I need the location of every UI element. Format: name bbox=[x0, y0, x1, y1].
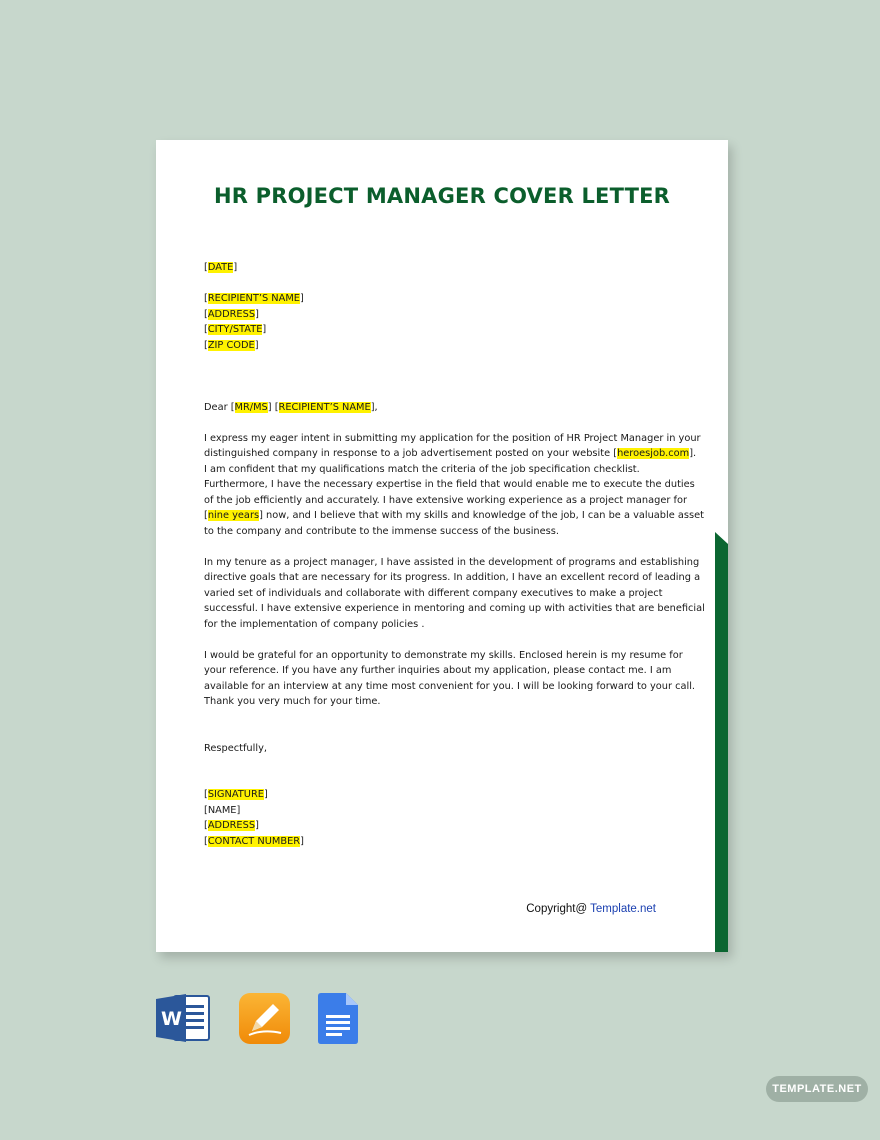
p1-line-7: to the company and contribute to the immense success of the business. bbox=[204, 525, 559, 537]
page-title: HR PROJECT MANAGER COVER LETTER bbox=[213, 184, 671, 208]
p1-line-3: I am confident that my qualifications match the criteria of the job specification checklist. bbox=[204, 463, 640, 475]
date-line: [DATE] bbox=[204, 262, 238, 273]
signoff-name-line: [NAME] bbox=[204, 804, 241, 816]
salutation-name-placeholder: RECIPIENT’S NAME bbox=[278, 401, 371, 413]
letter-page bbox=[156, 140, 728, 952]
paragraph-1 bbox=[204, 431, 704, 540]
closing: Respectfully, bbox=[204, 742, 267, 754]
signoff-address-placeholder: ADDRESS bbox=[207, 820, 256, 831]
salutation-comma: , bbox=[374, 401, 378, 413]
accent-bar bbox=[715, 532, 728, 952]
signoff-name-placeholder: NAME bbox=[207, 804, 237, 816]
p1-line-2-end: . bbox=[693, 448, 697, 459]
copyright-label: Copyright@ bbox=[526, 903, 591, 915]
word-icon[interactable] bbox=[156, 993, 210, 1043]
p3-line-2: your reference. If you have any further inquiries about my application, please contact me. I am bbox=[204, 665, 672, 676]
recipient-address-line: [ADDRESS] bbox=[204, 308, 259, 320]
date-placeholder: DATE bbox=[207, 262, 234, 273]
svg-text:W: W bbox=[161, 1008, 182, 1030]
p2-line-5: for the implementation of company policies . bbox=[204, 618, 425, 630]
p1-line-2: distinguished company in response to a job advertisement posted on your website [heroesjob.com]. bbox=[204, 448, 697, 459]
google-docs-icon[interactable] bbox=[318, 993, 358, 1044]
letter-body bbox=[204, 260, 705, 849]
paragraph-2 bbox=[204, 555, 705, 633]
signoff-address-line: [ADDRESS] bbox=[204, 820, 259, 831]
salutation: Dear [MR/MS] [RECIPIENT’S NAME], bbox=[204, 401, 378, 413]
p2-line-2: directive goals that are necessary for its progress. In addition, I have an excellent record of leading a bbox=[204, 572, 701, 583]
pages-icon[interactable] bbox=[239, 993, 290, 1044]
signature-line: [SIGNATURE] bbox=[204, 789, 268, 800]
p1-line-4: Furthermore, I have the necessary expertise in the field that would enable me to execute the duties bbox=[204, 479, 695, 490]
years-placeholder: nine years bbox=[207, 510, 260, 521]
p1-line-1: I express my eager intent in submitting my application for the position of HR Project Manager in your bbox=[204, 432, 701, 444]
recipient-city-line: [CITY/STATE] bbox=[204, 324, 267, 335]
copyright bbox=[526, 903, 656, 915]
recipient-address-placeholder: ADDRESS bbox=[207, 308, 256, 320]
p3-line-1: I would be grateful for an opportunity to demonstrate my skills. Enclosed herein is my resume for bbox=[204, 649, 683, 661]
recipient-city-placeholder: CITY/STATE bbox=[207, 324, 263, 335]
recipient-zip-placeholder: ZIP CODE bbox=[207, 339, 255, 351]
p3-line-4: Thank you very much for your time. bbox=[204, 696, 381, 707]
signoff-contact-line: [CONTACT NUMBER] bbox=[204, 835, 304, 847]
salutation-title-placeholder: MR/MS bbox=[234, 401, 268, 413]
p2-line-4: successful. I have extensive experience in mentoring and coming up with activities that are beneficial bbox=[204, 603, 705, 614]
p1-line-5: of the job efficiently and accurately. I have extensive working experience as a project manager for bbox=[204, 494, 688, 506]
paragraph-3 bbox=[204, 648, 696, 710]
recipient-zip-line: [ZIP CODE] bbox=[204, 339, 259, 351]
website-placeholder: heroesjob.com bbox=[617, 448, 690, 459]
p1-line-6-text: now, and I believe that with my skills and knowledge of the job, I can be a valuable asset bbox=[262, 510, 704, 521]
salutation-dear: Dear bbox=[204, 401, 231, 413]
signature-placeholder: SIGNATURE bbox=[207, 789, 264, 800]
signoff-contact-placeholder: CONTACT NUMBER bbox=[207, 835, 301, 847]
p2-line-3: varied set of individuals and collaborate with different company executives to make a project bbox=[204, 587, 663, 599]
p2-line-1: In my tenure as a project manager, I have assisted in the development of programs and establishing bbox=[204, 556, 700, 568]
watermark-badge: TEMPLATE.NET bbox=[766, 1076, 868, 1102]
p1-line-6: [nine years] now, and I believe that with my skills and knowledge of the job, I can be a valuable asset bbox=[204, 510, 704, 521]
p1-line-2-text: distinguished company in response to a job advertisement posted on your website bbox=[204, 448, 614, 459]
recipient-name-line: [RECIPIENT’S NAME] bbox=[204, 293, 304, 304]
recipient-name-placeholder: RECIPIENT’S NAME bbox=[207, 293, 300, 304]
p3-line-3: available for an interview at any time most convenient for you. I will be looking forward to your call. bbox=[204, 680, 696, 692]
copyright-link[interactable]: Template.net bbox=[590, 903, 656, 915]
